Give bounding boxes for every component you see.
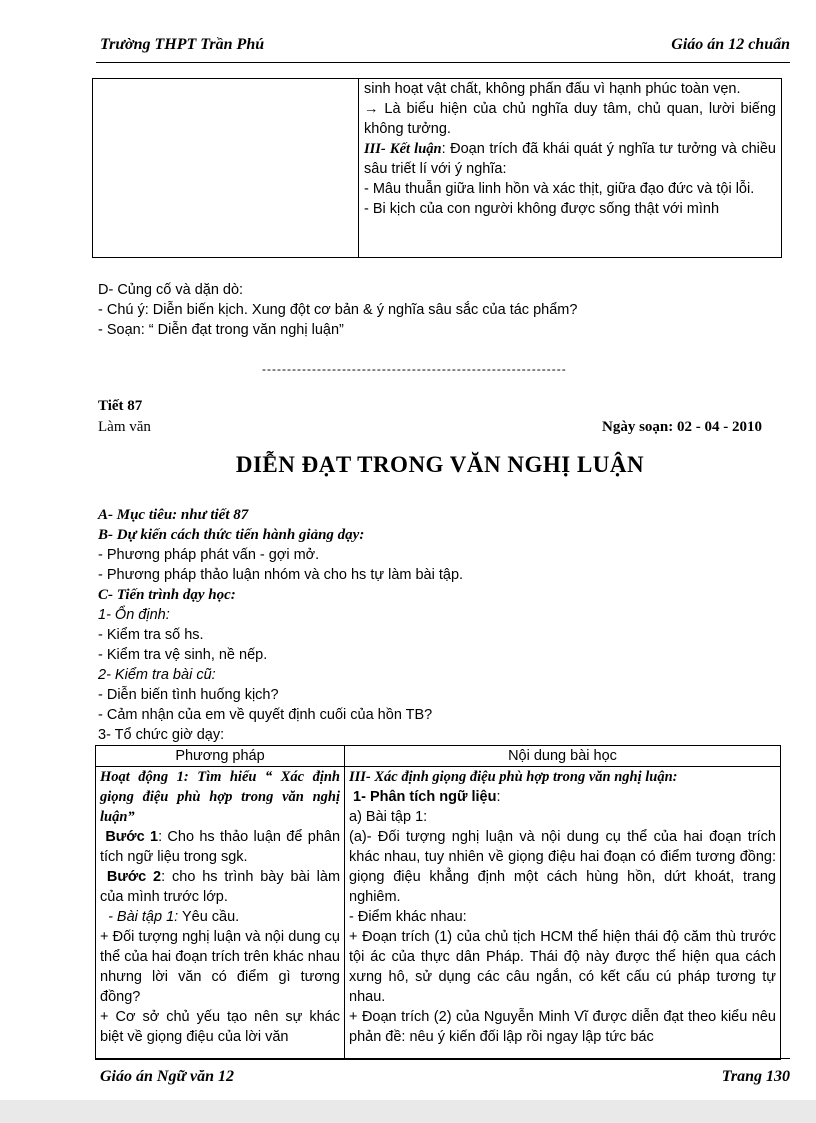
page-number: Trang 130 — [721, 1068, 790, 1085]
continued-line: → Là biểu hiện của chủ nghĩa duy tâm, chủ quan, lười biếng không tưởng. — [364, 101, 776, 137]
lesson-title: DIỄN ĐẠT TRONG VĂN NGHỊ LUẬN — [235, 452, 645, 477]
content-subheading-colon: : — [496, 789, 501, 805]
step-1-text: : Cho hs thảo luận để phân tích ngữ liệu trong sgk. — [100, 829, 341, 865]
page-bottom-band — [0, 1100, 816, 1123]
section-a-heading: A- Mục tiêu: như tiết 87 — [98, 507, 249, 523]
footer-subject: Giáo án Ngữ văn 12 — [100, 1068, 235, 1085]
content-subheading-label: 1- Phân tích ngữ liệu — [353, 789, 497, 805]
consolidation-item: - Soạn: “ Diễn đạt trong văn nghị luận” — [98, 322, 344, 338]
section-b-heading: B- Dự kiến cách thức tiến hành giảng dạy: — [98, 527, 365, 543]
lesson-subject: Làm văn — [98, 419, 151, 435]
column-header-method: Phương pháp — [96, 746, 345, 767]
conclusion-paragraph — [364, 139, 776, 179]
column-header-content: Nội dung bài học — [345, 746, 781, 767]
lesson-period: Tiết 87 — [98, 398, 143, 414]
section-c-heading: C- Tiến trình dạy học: — [98, 587, 236, 603]
exercise-1-text: Yêu cầu. — [178, 909, 240, 925]
analysis-paragraph: + Đoạn trích (1) của chủ tịch HCM thể hiện thái độ căm thù trước tội ác của thực dân Pháp. Thái độ này được thể hiện qua cách xưng hô, sử dụng các câu ngắn, có kết cấu cú pháp tương tự nhau. — [349, 929, 776, 1005]
page-footer — [100, 1068, 790, 1086]
section-b-item: - Phương pháp phát vấn - gợi mở. — [98, 547, 320, 563]
exercise-1-label: - Bài tập 1: — [108, 909, 179, 925]
section-c1-item: - Kiểm tra số hs. — [98, 627, 204, 643]
analysis-paragraph: (a)- Đối tượng nghị luận và nội dung cụ thể của hai đoạn trích khác nhau, tuy nhiên về giọng điệu hai đoạn có điểm tương đồng: giọng điệu khẳng định một cách hùng hồn, dứt khoát, trang nghiêm. — [349, 829, 776, 905]
method-cell — [96, 767, 345, 1060]
conclusion-point: - Bi kịch của con người không được sống thật với mình — [364, 201, 720, 217]
continued-table — [92, 78, 782, 258]
conclusion-label: III- Kết luận — [364, 141, 442, 157]
lesson-plan-title: Giáo án 12 chuẩn — [671, 36, 790, 53]
question-1: + Đối tượng nghị luận và nội dung cụ thể của hai đoạn trích trên khác nhau nhưng lời văn có điểm gì tương đồng? — [100, 929, 340, 1005]
section-c2-item: - Diễn biến tình huống kịch? — [98, 687, 279, 703]
activity-title: Hoạt động 1: Tìm hiểu “ Xác định giọng điệu phù hợp trong văn nghị luận” — [100, 769, 340, 825]
step-2 — [100, 867, 340, 907]
section-b-item: - Phương pháp thảo luận nhóm và cho hs tự làm bài tập. — [98, 567, 464, 583]
section-c3-heading: 3- Tổ chức giờ dạy: — [98, 727, 225, 743]
section-separator: ------------------------------------------------------------- — [262, 362, 567, 376]
school-name: Trường THPT Trần Phú — [100, 36, 265, 53]
exercise-1-heading: a) Bài tập 1: — [349, 809, 428, 825]
exercise-1-prompt — [100, 907, 340, 927]
conclusion-point: - Mâu thuẫn giữa linh hồn và xác thịt, giữa đạo đức và tội lỗi. — [364, 181, 755, 197]
preparation-date: Ngày soạn: 02 - 04 - 2010 — [602, 419, 762, 435]
step-1-label: Bước 1 — [105, 829, 159, 845]
step-1 — [100, 827, 340, 867]
section-c2-item: - Cảm nhận của em về quyết định cuối của hồn TB? — [98, 707, 433, 723]
header-divider — [96, 62, 790, 63]
question-2: + Cơ sở chủ yếu tạo nên sự khác biệt về giọng điệu của lời văn — [100, 1009, 340, 1045]
consolidation-title: D- Củng cố và dặn dò: — [98, 282, 244, 298]
step-2-text: : cho hs trình bày bài làm của mình trước lớp. — [100, 869, 341, 905]
footer-divider — [96, 1058, 790, 1059]
content-title: III- Xác định giọng điệu phù hợp trong văn nghị luận: — [349, 769, 678, 785]
conclusion-text: : Đoạn trích đã khái quát ý nghĩa tư tưởng và chiều sâu triết lí với ý nghĩa: — [364, 141, 776, 177]
consolidation-section — [98, 280, 577, 340]
section-c1-heading: 1- Ổn định: — [98, 607, 170, 623]
section-c2-heading: 2- Kiểm tra bài cũ: — [98, 667, 216, 683]
continued-line: sinh hoạt vật chất, không phấn đấu vì hạnh phúc toàn vẹn. — [364, 81, 741, 97]
step-2-label: Bước 2 — [106, 869, 162, 885]
content-cell — [345, 767, 781, 1060]
analysis-paragraph: + Đoạn trích (2) của Nguyễn Minh Vĩ được diễn đạt theo kiểu nêu phản đề: nêu ý kiến đối lập rồi ngay lập tức bác — [349, 1009, 776, 1045]
page-header — [100, 36, 790, 58]
analysis-paragraph: - Điểm khác nhau: — [349, 909, 467, 925]
continued-table-right-cell — [359, 79, 782, 258]
consolidation-item: - Chú ý: Diễn biến kịch. Xung đột cơ bản & ý nghĩa sâu sắc của tác phẩm? — [98, 302, 578, 318]
content-subheading — [349, 787, 776, 807]
continued-table-left-cell — [93, 79, 359, 258]
lesson-sections — [98, 505, 463, 745]
lesson-table — [95, 745, 781, 1060]
section-c1-item: - Kiểm tra vệ sinh, nề nếp. — [98, 647, 268, 663]
